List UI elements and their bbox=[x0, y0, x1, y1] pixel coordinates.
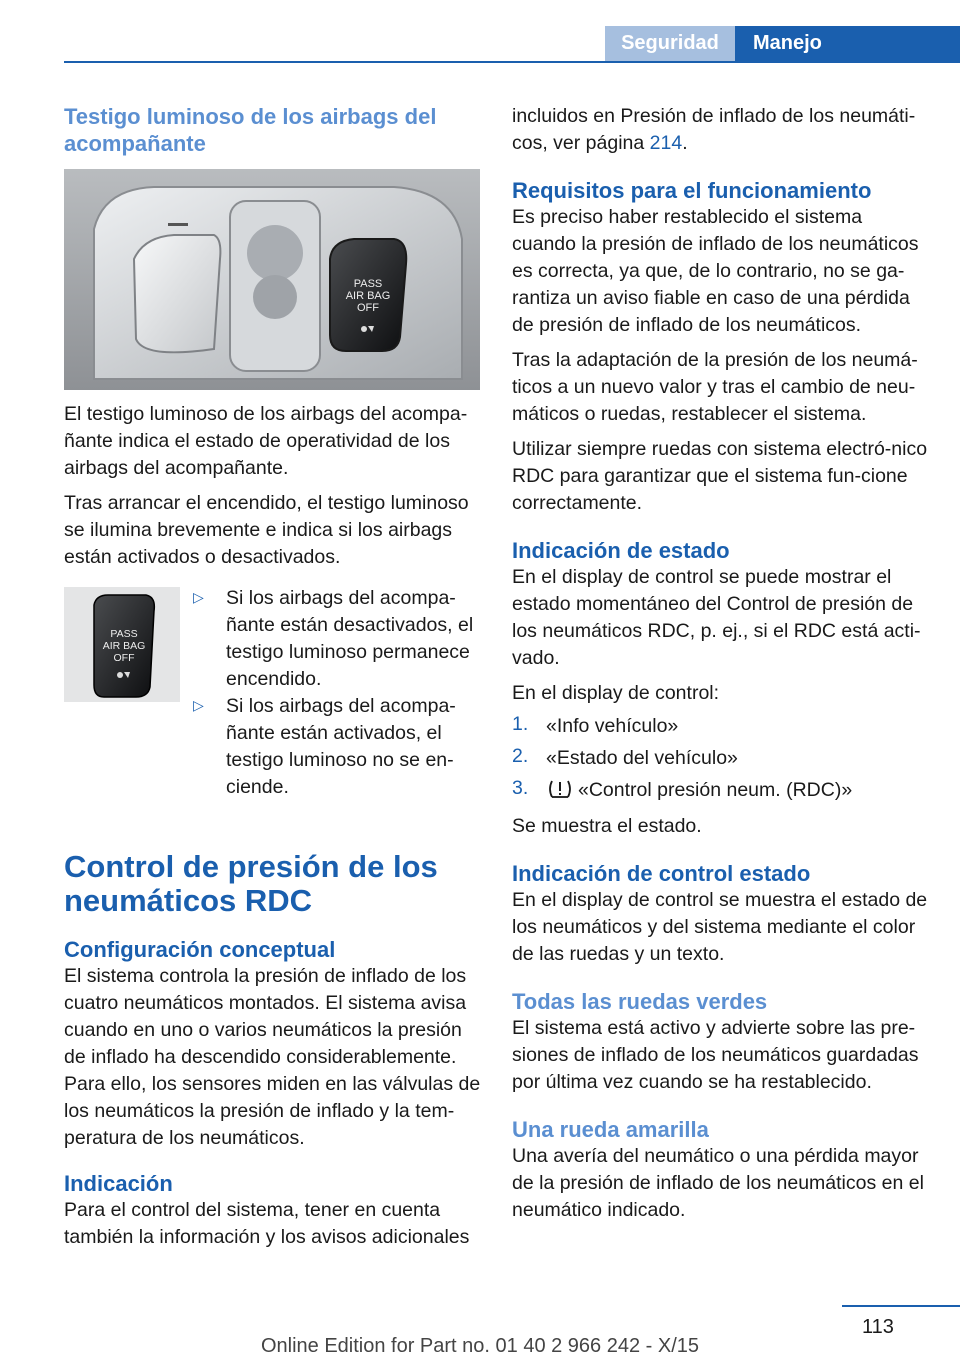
bullet-text-2: Si los airbags del acompa‐ñante están activados, el testigo luminoso no se en‐ciende. bbox=[226, 695, 456, 798]
config-heading: Configuración conceptual bbox=[64, 937, 336, 962]
control-estado-paragraph: En el display de control se muestra el estado de los neumáticos y del sistema mediante el color de las ruedas y un texto. bbox=[512, 889, 928, 965]
page-link[interactable]: 214 bbox=[649, 132, 683, 154]
indicator-pass-text: PASS bbox=[110, 628, 138, 640]
requisitos-paragraph-1: Es preciso haber restablecido el sistema cuando la presión de inflado de los neumáticos es correcta, ya que, de lo contrario, no se ga‐rantiza un aviso fiable en caso de una pérdida de presión de inflado de los neumáticos. bbox=[512, 206, 919, 336]
airbag-paragraph-2: Tras arrancar el encendido, el testigo luminoso se ilumina brevemente e indica si los airbags están activados o desactivados. bbox=[64, 492, 469, 568]
edition-footer: Online Edition for Part no. 01 40 2 966 242 - X/15 bbox=[260, 1335, 700, 1357]
indicator-off-text: OFF bbox=[113, 652, 135, 664]
right-column bbox=[512, 103, 930, 1224]
muestra-paragraph: Se muestra el estado. bbox=[512, 815, 702, 837]
indicacion-heading: Indicación bbox=[64, 1171, 173, 1196]
display-paragraph: En el display de control: bbox=[512, 682, 720, 704]
bullet-item-2 bbox=[226, 693, 480, 801]
bullet-triangle-icon: ▷ bbox=[193, 589, 204, 605]
step-number-1: 1. bbox=[512, 713, 529, 735]
rdc-section bbox=[64, 850, 482, 1251]
config-paragraph: El sistema controla la presión de inflado de los cuatro neumáticos montados. El sistema avisa cuando en uno o varios neumáticos la presión de inflado ha descendido considerablemente. Para ello, los sensores miden en las válvulas de los neumáticos la presión de inflado y la tem‐peratura de los neumáticos. bbox=[64, 965, 481, 1149]
indicator-airbag-text: AIR BAG bbox=[102, 640, 146, 652]
bullet-item-1 bbox=[226, 585, 480, 693]
rdc-heading: Control de presión de los neumáticos RDC bbox=[64, 849, 438, 918]
tab-seguridad[interactable]: Seguridad bbox=[605, 26, 735, 61]
airbag-airbag-text: AIR BAG bbox=[345, 290, 391, 302]
airbag-console-image bbox=[64, 169, 480, 390]
step-text-2: «Estado del vehículo» bbox=[546, 747, 738, 769]
estado-paragraph: En el display de control se puede mostrar el estado momentáneo del Control de presión de los neumáticos RDC, p. ej., si el RDC está acti‐vado. bbox=[512, 566, 921, 669]
amarilla-paragraph: Una avería del neumático o una pérdida mayor de la presión de inflado de los neumáticos en el neumático indicado. bbox=[512, 1145, 924, 1221]
requisitos-heading: Requisitos para el funcionamiento bbox=[512, 178, 872, 203]
indicacion-paragraph: Para el control del sistema, tener en cuenta también la información y los avisos adicionales bbox=[64, 1199, 470, 1248]
airbag-text bbox=[64, 401, 482, 571]
step-text-3: «Control presión neum. (RDC)» bbox=[578, 779, 853, 801]
header-rule bbox=[64, 61, 960, 63]
tab-manejo[interactable]: Manejo bbox=[735, 26, 960, 61]
airbag-heading: Testigo luminoso de los airbags del acompañante bbox=[64, 104, 437, 156]
step-text-1: «Info vehículo» bbox=[546, 715, 679, 737]
verdes-paragraph: El sistema está activo y advierte sobre las pre‐siones de inflado de los neumáticos guardadas por última vez cuando se ha restablecido. bbox=[512, 1017, 919, 1093]
requisitos-paragraph-3: Utilizar siempre ruedas con sistema electró‐nico RDC para garantizar que el sistema fun‐cione correctamente. bbox=[512, 438, 928, 514]
steps-list bbox=[512, 713, 930, 809]
page-number: 113 bbox=[862, 1316, 894, 1338]
step-number-2: 2. bbox=[512, 745, 529, 767]
verdes-heading: Todas las ruedas verdes bbox=[512, 989, 768, 1014]
airbag-off-text: OFF bbox=[357, 302, 379, 314]
requisitos-paragraph-2: Tras la adaptación de la presión de los neumá‐ticos a un nuevo valor y tras el cambio de neu‐máticos o ruedas, restablecer el sistema. bbox=[512, 349, 918, 425]
estado-heading: Indicación de estado bbox=[512, 538, 730, 563]
airbag-indicator-image bbox=[64, 587, 180, 702]
bullet-text-1: Si los airbags del acompa‐ñante están desactivados, el testigo luminoso permanece encendido. bbox=[226, 587, 474, 690]
bullet-triangle-icon: ▷ bbox=[193, 697, 204, 713]
airbag-pass-text: PASS bbox=[353, 278, 383, 290]
control-estado-heading: Indicación de control estado bbox=[512, 861, 811, 886]
continued-paragraph: incluidos en Presión de inflado de los neumáti‐cos, ver página 214. bbox=[512, 105, 916, 154]
airbag-heading-block bbox=[64, 103, 482, 157]
tire-pressure-warning-icon bbox=[546, 777, 574, 801]
airbag-paragraph-1: El testigo luminoso de los airbags del acompa‐ñante indica el estado de operatividad de los airbags del acompañante. bbox=[64, 403, 468, 479]
footer-rule bbox=[842, 1305, 960, 1307]
step-number-3: 3. bbox=[512, 777, 529, 799]
amarilla-heading: Una rueda amarilla bbox=[512, 1117, 709, 1142]
